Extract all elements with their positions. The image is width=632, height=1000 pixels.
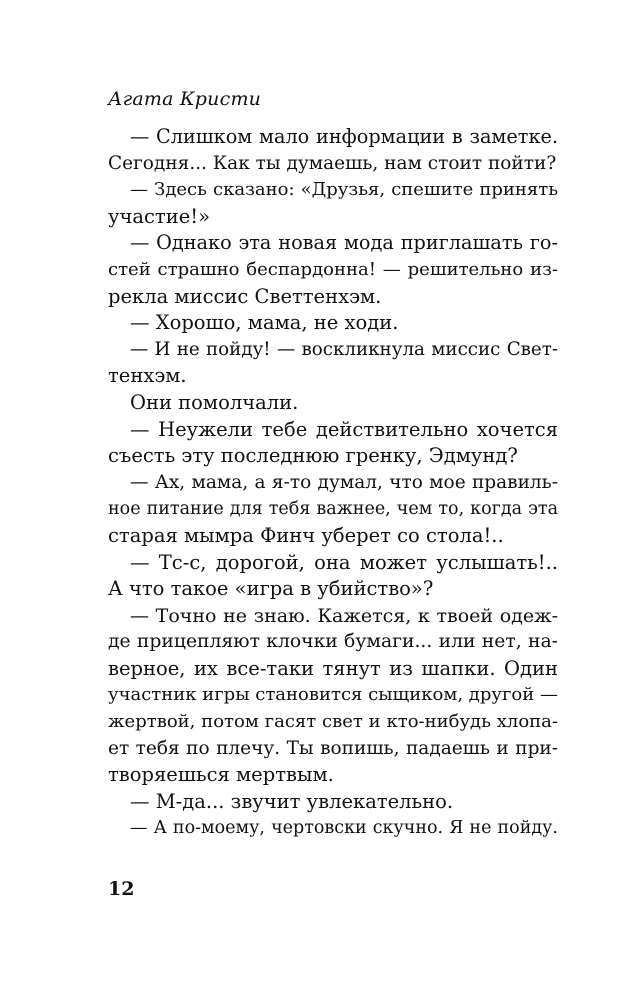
text-line: жертвой, потом гасят свет и кто-нибудь хлопа-	[108, 711, 558, 733]
text-line: — М-да... звучит увлекательно.	[130, 789, 454, 813]
text-line: — Однако эта новая мода приглашать го-	[130, 231, 558, 255]
text-line: старая мымра Финч уберет со стола!..	[108, 523, 504, 547]
text-line: Сегодня... Как ты думаешь, нам стоит пойти?	[108, 152, 557, 174]
text-line: рекла миссис Светтенхэм.	[108, 284, 382, 308]
text-line: творяешься мертвым.	[108, 763, 334, 787]
text-line: участник игры становится сыщиком, другой —	[108, 684, 558, 706]
running-header: Агата Кристи	[108, 88, 262, 110]
text-line: — Ах, мама, а я-то думал, что мое правиль-	[130, 471, 558, 493]
text-line: участие!»	[108, 204, 211, 228]
text-line: — Слишком мало информации в заметке.	[130, 125, 558, 148]
text-line: — Хорошо, мама, не ходи.	[130, 311, 399, 335]
text-line: стей страшно беспардонна! — решительно из-	[108, 258, 558, 280]
text-line: — А по-моему, чертовски скучно. Я не пойду.	[130, 818, 558, 839]
body-text	[108, 124, 558, 842]
text-line: — И не пойду! — воскликнула миссис Свет-	[130, 338, 558, 360]
text-line: А что такое «игра в убийство»?	[108, 577, 434, 601]
text-line: — Неужели тебе действительно хочется	[130, 417, 558, 441]
text-line: — Тс-с, дорогой, она может услышать!..	[130, 550, 558, 574]
text-line: тенхэм.	[108, 364, 187, 388]
text-line: де прицепляют клочки бумаги... или нет, на-	[108, 631, 558, 653]
text-line: съесть эту последнюю гренку, Эдмунд?	[108, 444, 518, 468]
text-line: ное питание для тебя важнее, чем то, когда эта	[108, 499, 558, 520]
page-number: 12	[108, 878, 135, 900]
text-line: ет тебя по плечу. Ты вопишь, падаешь и при-	[108, 737, 558, 759]
text-line: — Здесь сказано: «Друзья, спешите принять	[130, 179, 558, 201]
text-line: верное, их все-таки тянут из шапки. Один	[108, 656, 558, 680]
text-line: Они помолчали.	[130, 390, 299, 414]
text-line: — Точно не знаю. Кажется, к твоей одеж-	[130, 604, 558, 627]
